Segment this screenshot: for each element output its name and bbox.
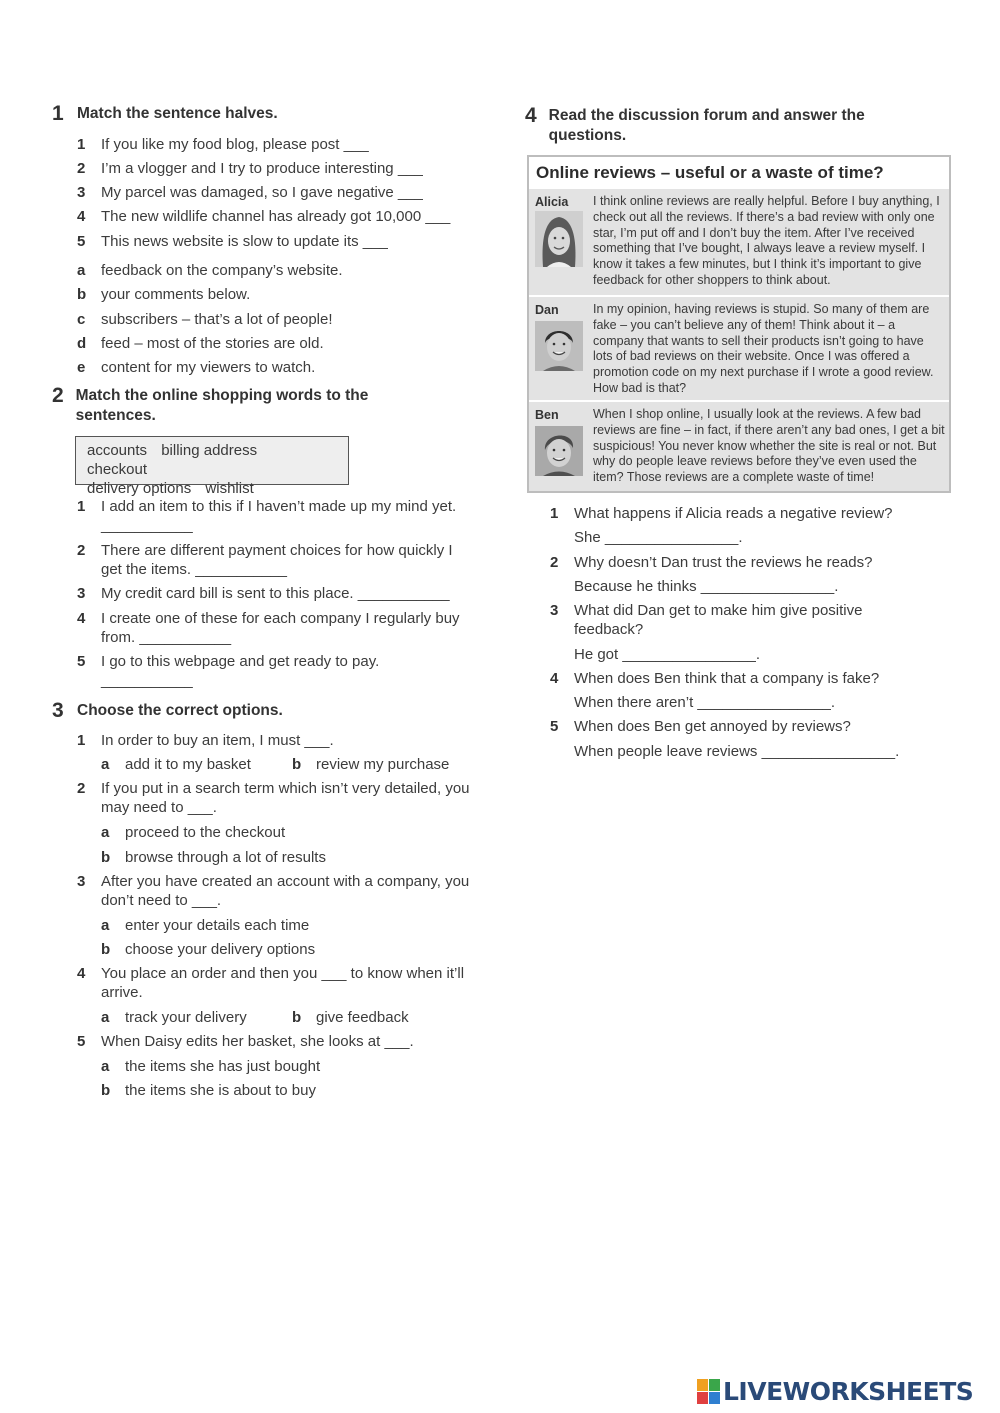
answer-line[interactable]: She ________________. (574, 529, 743, 546)
ex1-option-c (77, 310, 487, 329)
question-text: When does Ben get annoyed by reviews? (574, 718, 851, 735)
option-text[interactable]: the items she is about to buy (125, 1082, 316, 1099)
ex4-answer-2[interactable] (574, 577, 838, 596)
exercise-number: 2 (52, 384, 64, 407)
forum-title: Online reviews – useful or a waste of time? (529, 157, 949, 189)
ex1-option-e (77, 358, 487, 377)
avatar (535, 211, 583, 267)
ex4-question-2 (550, 553, 950, 572)
option-text: content for my viewers to watch. (101, 359, 316, 376)
item-number: 1 (77, 498, 86, 515)
option-text[interactable]: give feedback (316, 1009, 409, 1026)
ex2-item-4 (77, 609, 467, 647)
item-text[interactable]: I add an item to this if I haven’t made up my mind yet. ___________ (101, 498, 457, 534)
option-text[interactable]: choose your delivery options (125, 941, 316, 958)
question-text: Why doesn’t Dan trust the reviews he reads? (574, 554, 873, 571)
ex4-question-4 (550, 669, 950, 688)
option-text[interactable]: the items she has just bought (125, 1058, 321, 1075)
option-text: subscribers – that’s a lot of people! (101, 311, 333, 328)
ex4-answer-1[interactable] (574, 528, 743, 547)
item-number: 3 (77, 585, 86, 602)
item-text: I’m a vlogger and I try to produce interesting ___ (101, 160, 423, 177)
poster-name: Alicia (535, 195, 569, 209)
ex3-q3-option-b[interactable] (101, 940, 315, 959)
exercise-number: 4 (525, 104, 537, 127)
exercise-3-heading (52, 701, 283, 721)
ex2-item-3 (77, 584, 487, 603)
liveworksheets-logo-icon (697, 1379, 721, 1405)
item-text[interactable]: I go to this webpage and get ready to pay. ___________ (101, 653, 380, 689)
option-text[interactable]: browse through a lot of results (125, 849, 326, 866)
ex3-q4-option-a[interactable] (101, 1008, 247, 1027)
ex3-q1-option-a[interactable] (101, 755, 251, 774)
ex3-q1-option-b[interactable] (292, 755, 449, 774)
exercise-1-heading (52, 104, 278, 124)
ex4-question-3 (550, 601, 890, 639)
post-text: I think online reviews are really helpful. Before I buy anything, I check out all the reviews. If there’s a bad review with only one star, I’m put off and I don’t buy the item. After I’ve received something that I’ve bought, I always leave a review myself. I know it takes a few minutes, but I think it’s important to give feedback for other shoppers to think about. (593, 194, 940, 287)
option-letter: b (101, 1082, 111, 1099)
word-box (75, 436, 349, 497)
ex3-q5-option-b[interactable] (101, 1081, 316, 1100)
item-text[interactable]: I create one of these for each company I regularly buy from. ___________ (101, 610, 460, 646)
question-text: When Daisy edits her basket, she looks at ___. (101, 1033, 414, 1050)
option-letter: a (101, 824, 110, 841)
ex1-option-b (77, 285, 487, 304)
item-text: The new wildlife channel has already got 10,000 ___ (101, 208, 451, 225)
item-number: 2 (550, 554, 559, 571)
item-number: 5 (77, 653, 86, 670)
exercise-title: Choose the correct options. (77, 702, 283, 719)
ex4-answer-4[interactable] (574, 693, 835, 712)
answer-line[interactable]: When there aren’t ________________. (574, 694, 836, 711)
ex1-option-a (77, 261, 487, 280)
item-number: 2 (77, 780, 86, 797)
question-text: You place an order and then you ___ to know when it’ll arrive. (101, 965, 465, 1001)
option-letter: b (101, 849, 111, 866)
ex3-q5-option-a[interactable] (101, 1057, 320, 1076)
ex3-question-1 (77, 731, 487, 750)
ex1-option-d (77, 334, 487, 353)
answer-line[interactable]: He got ________________. (574, 646, 761, 663)
ex3-question-3 (77, 872, 477, 910)
post-text: In my opinion, having reviews is stupid. So many of them are fake – you can’t believe any of them! Think about it – a company that wants to sell their products isn’t going to have lots of bad reviews on their website. Once I was offered a promotion code on my next purchase if I wrote a good review. How bad is that? (593, 302, 934, 395)
item-number: 3 (77, 873, 86, 890)
item-number: 5 (550, 718, 559, 735)
ex3-question-4 (77, 964, 477, 1002)
ex3-question-5 (77, 1032, 487, 1051)
option-text: feedback on the company’s website. (101, 262, 343, 279)
item-text: If you like my food blog, please post ___ (101, 136, 369, 153)
avatar (535, 321, 583, 371)
answer-line[interactable]: When people leave reviews ________________. (574, 743, 900, 760)
item-number: 5 (77, 233, 86, 250)
item-number: 4 (550, 670, 559, 687)
ex3-question-2 (77, 779, 477, 817)
option-letter: e (77, 359, 86, 376)
discussion-forum (527, 155, 951, 493)
item-number: 2 (77, 542, 86, 559)
option-letter: a (101, 756, 110, 773)
option-text[interactable]: proceed to the checkout (125, 824, 286, 841)
option-letter: c (77, 311, 86, 328)
word-wishlist: wishlist (205, 480, 254, 497)
item-number: 2 (77, 160, 86, 177)
ex3-q2-option-b[interactable] (101, 848, 326, 867)
word-billing-address: billing address (161, 442, 258, 459)
ex4-question-5 (550, 717, 950, 736)
option-text[interactable]: review my purchase (316, 756, 450, 773)
item-number: 3 (77, 184, 86, 201)
option-letter: a (101, 1009, 110, 1026)
option-text[interactable]: add it to my basket (125, 756, 251, 773)
poster-name: Dan (535, 303, 559, 317)
ex4-answer-5[interactable] (574, 742, 899, 761)
item-number: 4 (77, 965, 86, 982)
ex4-answer-3[interactable] (574, 645, 760, 664)
option-text: your comments below. (101, 286, 251, 303)
item-number: 1 (77, 732, 86, 749)
ex1-item-1 (77, 135, 487, 154)
forum-post-ben (529, 402, 949, 491)
item-number: 4 (77, 208, 86, 225)
poster-name: Ben (535, 408, 559, 422)
ex2-item-5 (77, 652, 422, 690)
question-text: If you put in a search term which isn’t very detailed, you may need to ___. (101, 780, 470, 816)
ex4-question-1 (550, 504, 950, 523)
option-text[interactable]: track your delivery (125, 1009, 247, 1026)
exercise-title: Match the online shopping words to the sentences. (75, 387, 369, 424)
post-text: When I shop online, I usually look at the reviews. A few bad reviews are fine – in fact, if there aren’t any bad ones, I get a bit suspicious! You never know whether the site is real or not. But why do people leave reviews before they’ve even used the item? Those reviews are a complete waste of time! (593, 407, 945, 485)
avatar (535, 426, 583, 476)
answer-line[interactable]: Because he thinks ________________. (574, 578, 839, 595)
exercise-title: Match the sentence halves. (77, 105, 278, 122)
option-letter: a (101, 917, 110, 934)
option-letter: b (292, 1009, 302, 1026)
item-number: 4 (77, 610, 86, 627)
item-number: 3 (550, 602, 559, 619)
word-accounts: accounts (87, 442, 148, 459)
ex1-item-2 (77, 159, 487, 178)
question-text: What did Dan get to make him give positive feedback? (574, 602, 863, 638)
ex1-item-4 (77, 207, 487, 226)
item-text: My parcel was damaged, so I gave negative ___ (101, 184, 423, 201)
question-text: After you have created an account with a company, you don’t need to ___. (101, 873, 470, 909)
ex3-q4-option-b[interactable] (292, 1008, 409, 1027)
option-text: feed – most of the stories are old. (101, 335, 324, 352)
option-text[interactable]: enter your details each time (125, 917, 310, 934)
question-text: In order to buy an item, I must ___. (101, 732, 334, 749)
brand-name: LIVEWORKSHEETS (723, 1377, 974, 1406)
word-delivery-options: delivery options (87, 480, 192, 497)
exercise-number: 1 (52, 102, 64, 125)
option-letter: a (101, 1058, 110, 1075)
option-letter: d (77, 335, 87, 352)
exercise-number: 3 (52, 699, 64, 722)
question-text: When does Ben think that a company is fake? (574, 670, 880, 687)
item-text: This news website is slow to update its ___ (101, 233, 388, 250)
liveworksheets-logo (697, 1377, 973, 1406)
exercise-2-heading (52, 386, 432, 426)
ex2-item-1 (77, 497, 462, 535)
item-number: 1 (77, 136, 86, 153)
option-letter: a (77, 262, 86, 279)
ex3-q2-option-a[interactable] (101, 823, 285, 842)
forum-post-dan (529, 297, 949, 400)
option-letter: b (292, 756, 302, 773)
item-number: 5 (77, 1033, 86, 1050)
word-checkout: checkout (87, 461, 148, 478)
exercise-4-heading (525, 106, 925, 146)
option-letter: b (77, 286, 87, 303)
item-number: 1 (550, 505, 559, 522)
question-text: What happens if Alicia reads a negative review? (574, 505, 893, 522)
ex2-item-2 (77, 541, 477, 579)
ex1-item-5 (77, 232, 487, 251)
ex1-item-3 (77, 183, 487, 202)
item-text[interactable]: There are different payment choices for how quickly I get the items. ___________ (101, 542, 453, 578)
exercise-title: Read the discussion forum and answer the questions. (548, 107, 865, 144)
forum-post-alicia (529, 189, 949, 295)
item-text[interactable]: My credit card bill is sent to this place. ___________ (101, 585, 450, 602)
ex3-q3-option-a[interactable] (101, 916, 309, 935)
option-letter: b (101, 941, 111, 958)
